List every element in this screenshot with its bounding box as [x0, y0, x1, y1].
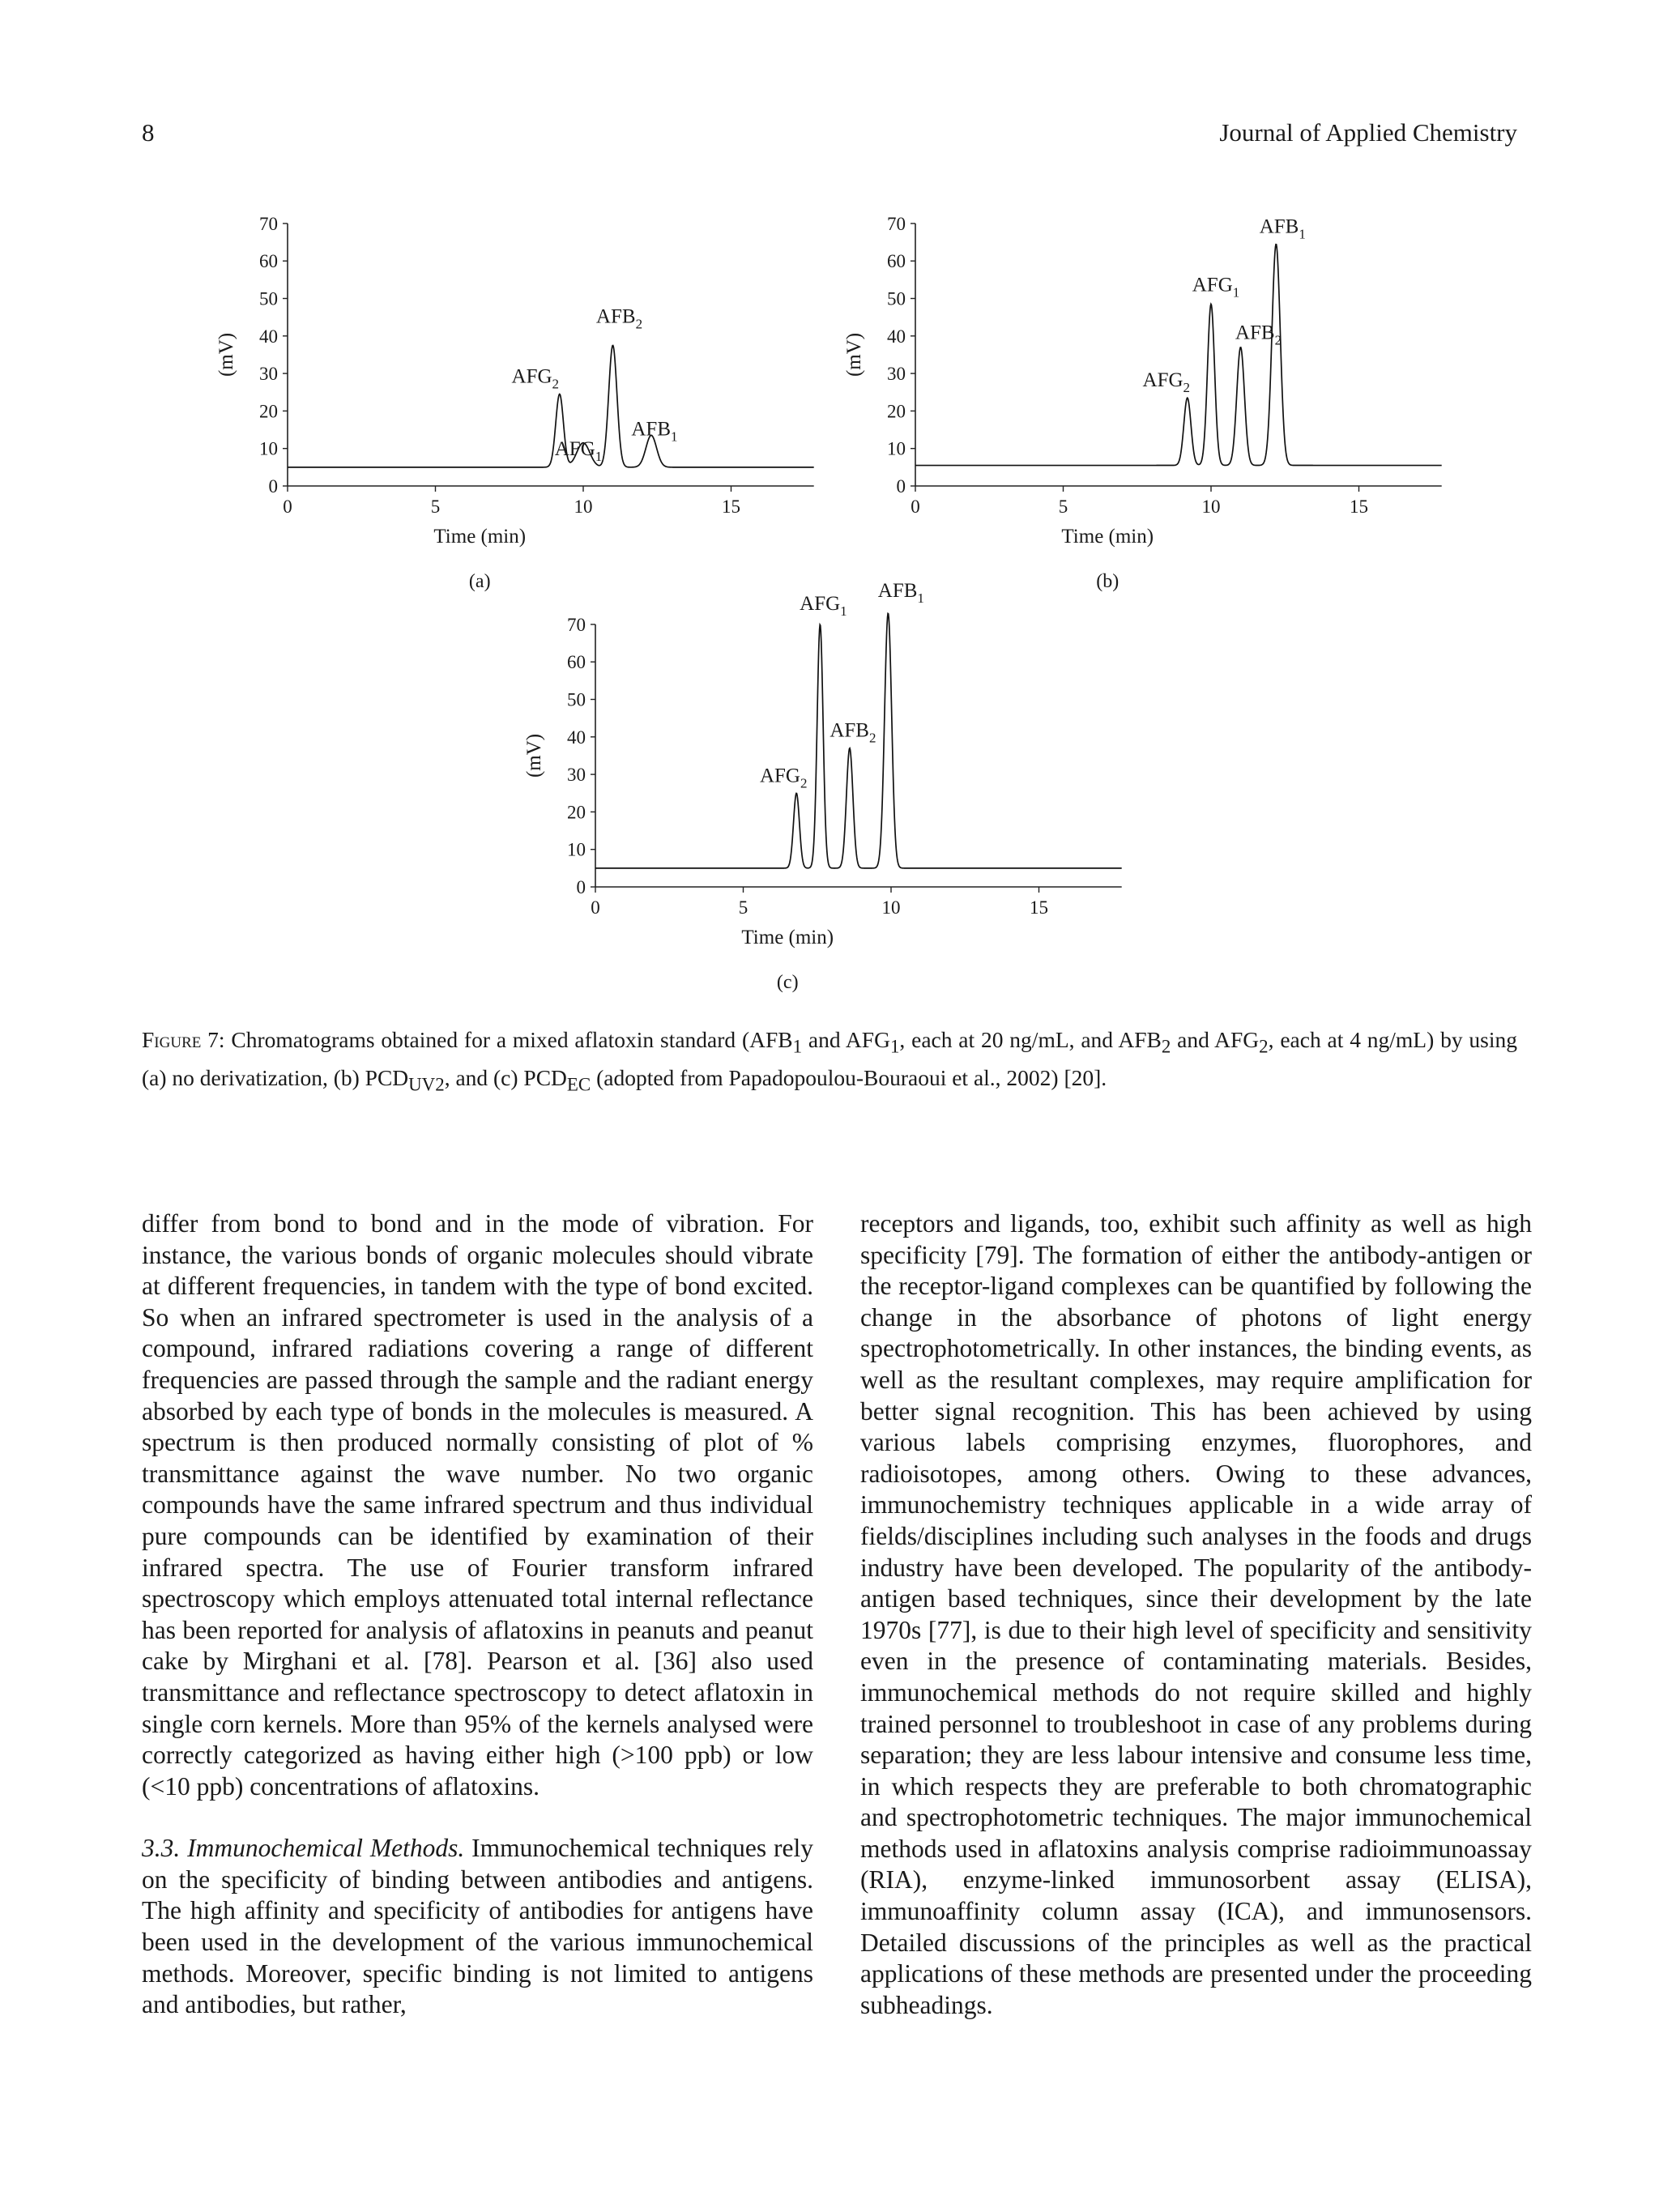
chart-b: [822, 207, 1454, 595]
peak-label: $AFG_1$: [1192, 274, 1240, 300]
x-tick-label: 5: [430, 497, 441, 517]
y-tick-label: 50: [887, 288, 906, 309]
x-axis-title: Time (min): [741, 927, 834, 948]
peak-label: $AFB_1$: [631, 418, 678, 445]
x-tick-label: 15: [722, 497, 740, 517]
x-axis-title: Time (min): [1061, 526, 1154, 548]
y-tick-label: 70: [259, 213, 278, 234]
caption-sub: 1: [889, 1036, 900, 1057]
x-tick-label: 10: [574, 497, 593, 517]
y-tick-label: 30: [259, 364, 278, 385]
peak-label: $AFG_2$: [511, 365, 560, 392]
caption-text: (adopted from Papadopoulou-Bouraoui et al., 2002) [20].: [591, 1064, 1107, 1090]
paragraph-text: Immunochemical techniques rely on the specificity of binding between antibodies and antigens. The high affinity and specificity of antibodies for antigens have been used in the development of the various immunochemical methods. Moreover, specific binding is not limited to antigens and antibodies, but rather,: [142, 1834, 813, 2019]
x-tick-label: 10: [1201, 497, 1221, 517]
x-tick-label: 5: [1058, 497, 1068, 517]
y-tick-label: 10: [887, 438, 906, 459]
panel-label: (c): [776, 972, 799, 993]
y-tick-label: 0: [576, 877, 586, 897]
x-tick-label: 15: [1350, 497, 1368, 517]
y-tick-label: 60: [567, 652, 586, 673]
y-tick-label: 50: [567, 689, 586, 710]
paragraph: differ from bond to bond and in the mode of vibration. For instance, the various bonds of organic molecules should vibrate at different frequencies, in tandem with the type of bond excited. So when an infrared spectrometer is used in the analysis of a compound, infrared radiations covering a range of different frequencies are passed through the sample and the radiant energy absorbed by each type of bonds in the molecules is measured. A spectrum is then produced normally consisting of plot of % transmittance against the wave number. No two organic compounds have the same infrared spectrum and thus individual pure compounds can be identified by examination of their infrared spectra. The use of Fourier transform infrared spectroscopy which employs attenuated total internal reflectance has been reported for analysis of aflatoxins in peanuts and peanut cake by Mirghani et al. [78]. Pearson et al. [36] also used transmittance and reflectance spectroscopy to detect aflatoxin in single corn kernels. More than 95% of the kernels analysed were correctly categorized as having either high (>100 ppb) or low (<10 ppb) concentrations of aflatoxins.: [142, 1209, 813, 1801]
y-tick-label: 30: [887, 364, 906, 385]
x-tick-label: 5: [738, 897, 748, 918]
page-number: 8: [142, 118, 155, 147]
y-tick-label: 40: [887, 326, 906, 347]
y-tick-label: 20: [887, 401, 906, 422]
x-tick-label: 0: [591, 897, 600, 918]
peak-label: $AFB_2$: [1235, 322, 1282, 348]
y-tick-label: 0: [268, 476, 278, 497]
peak-label: $AFB_2$: [595, 305, 643, 332]
figure-caption: [142, 1025, 1517, 1100]
caption-sub: 2: [1259, 1036, 1269, 1057]
peak-label: $AFG_1$: [554, 437, 603, 464]
y-tick-label: 10: [259, 438, 278, 459]
y-tick-label: 70: [887, 213, 906, 234]
x-tick-label: 10: [881, 897, 901, 918]
y-tick-label: 10: [567, 839, 586, 860]
peak-label: $AFG_2$: [759, 765, 808, 791]
caption-sub: EC: [566, 1074, 591, 1094]
caption-sub: 2: [1161, 1036, 1171, 1057]
caption-text: , each at 4 ng/mL) by using (a) no derivatization, (b) PCD: [142, 1027, 1518, 1090]
body-column-right: [860, 1208, 1532, 2021]
y-tick-label: 40: [259, 326, 278, 347]
y-tick-label: 50: [259, 288, 278, 309]
body-column-left: [142, 1208, 813, 2021]
peak-label: $AFB_2$: [830, 719, 876, 746]
caption-text: : Chromatograms obtained for a mixed aflatoxin standard (AFB: [218, 1027, 793, 1052]
caption-sub: UV2: [408, 1074, 445, 1094]
caption-figure-label: Figure 7: [142, 1027, 219, 1052]
x-tick-label: 15: [1030, 897, 1048, 918]
y-axis-title: (mV): [523, 733, 545, 778]
journal-title: Journal of Applied Chemistry: [1219, 118, 1517, 147]
caption-sub: 1: [792, 1036, 803, 1057]
panel-label: (a): [468, 571, 491, 592]
y-tick-label: 60: [887, 251, 906, 272]
chart-a: [194, 207, 826, 595]
x-tick-label: 0: [283, 497, 292, 517]
chromatogram-trace: [288, 346, 814, 467]
x-tick-label: 0: [911, 497, 920, 517]
y-tick-label: 0: [896, 476, 906, 497]
peak-label: $AFG_1$: [800, 592, 847, 619]
caption-text: and AFG: [802, 1027, 890, 1052]
y-tick-label: 70: [567, 614, 586, 635]
y-tick-label: 40: [567, 727, 586, 748]
y-axis-title: (mV): [843, 332, 865, 377]
caption-text: , each at 20 ng/mL, and AFB: [899, 1027, 1162, 1052]
y-tick-label: 30: [567, 765, 586, 786]
y-tick-label: 20: [259, 401, 278, 422]
paragraph: [142, 1833, 813, 2021]
peak-label: $AFB_1$: [877, 580, 924, 607]
x-axis-title: Time (min): [433, 526, 527, 548]
chromatogram-trace: [915, 245, 1442, 466]
paragraph: receptors and ligands, too, exhibit such affinity as well as high specificity [79]. The formation of either the antibody-antigen or the receptor-ligand complexes can be quantified by following the change in the absorbance of photons of light energy spectrophotometrically. In other instances, the binding events, as well as the resultant complexes, may require amplification for better signal recognition. This has been achieved by using various labels comprising enzymes, fluorophores, and radioisotopes, among others. Owing to these advances, immunochemistry techniques applicable in a wide array of fields/disciplines including such analyses in the foods and drugs industry have been developed. The popularity of the antibody-antigen based techniques, since their development by the late 1970s [77], is due to their high level of specificity and sensitivity even in the presence of contaminating materials. Besides, immunochemical methods do not require skilled and highly trained personnel to troubleshoot in case of any problems during separation; they are less labour intensive and consume less time, in which respects they are preferable to both chromatographic and spectrophotometric techniques. The major immunochemical methods used in aflatoxins analysis comprise radioimmunoassay (RIA), enzyme-linked immunosorbent assay (ELISA), immunoaffinity column assay (ICA), and immunosensors. Detailed discussions of the principles as well as the practical applications of these methods are presented under the proceeding subheadings.: [860, 1209, 1532, 2019]
section-heading: 3.3. Immunochemical Methods.: [142, 1834, 465, 1863]
y-tick-label: 60: [259, 251, 278, 272]
y-tick-label: 20: [567, 802, 586, 823]
peak-label: $AFB_1$: [1259, 215, 1306, 242]
panel-label: (b): [1096, 571, 1120, 592]
caption-text: and AFG: [1171, 1027, 1260, 1052]
caption-text: , and (c) PCD: [444, 1064, 567, 1090]
y-axis-title: (mV): [215, 332, 237, 377]
peak-label: $AFG_2$: [1142, 369, 1191, 396]
chart-c: [502, 580, 1134, 1004]
